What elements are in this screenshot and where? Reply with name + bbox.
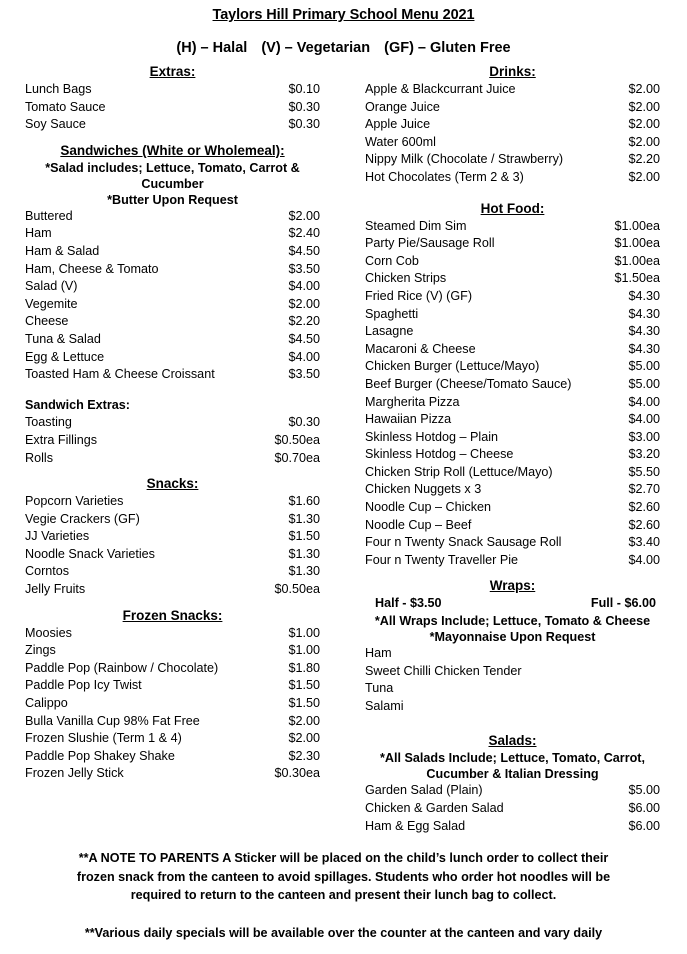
sandwiches-item-list <box>25 208 320 384</box>
item-name: Chicken Burger (Lettuce/Mayo) <box>365 359 540 374</box>
item-name: Cheese <box>25 314 69 329</box>
list-item <box>25 278 320 296</box>
spacer <box>365 187 660 200</box>
item-name: Bulla Vanilla Cup 98% Fat Free <box>25 713 200 728</box>
item-price: $5.00 <box>628 783 660 798</box>
list-item <box>25 581 320 599</box>
item-name: Chicken Strips <box>365 271 447 286</box>
item-name: Party Pie/Sausage Roll <box>365 236 495 251</box>
item-price: $0.50ea <box>274 582 320 597</box>
item-price: $1.80 <box>288 660 320 675</box>
item-price: $1.50 <box>288 678 320 693</box>
list-item <box>365 499 660 517</box>
menu-column-right <box>350 63 687 835</box>
item-price: $3.00 <box>628 429 660 444</box>
salads-item-list <box>365 782 660 835</box>
list-item <box>365 376 660 394</box>
list-item <box>25 208 320 226</box>
list-item <box>25 642 320 660</box>
list-item <box>365 464 660 482</box>
list-item <box>365 116 660 134</box>
list-item <box>25 261 320 279</box>
section-heading-sandwiches: Sandwiches (White or Wholemeal): <box>60 142 285 158</box>
item-price: $2.00 <box>628 82 660 96</box>
item-price: $4.00 <box>628 412 660 427</box>
item-name: Noodle Cup – Chicken <box>365 500 492 515</box>
item-price: $0.30 <box>288 99 320 114</box>
item-name: Macaroni & Cheese <box>365 341 476 356</box>
item-price: $2.00 <box>628 99 660 114</box>
list-item <box>365 358 660 376</box>
item-name: Hot Chocolates (Term 2 & 3) <box>365 169 524 184</box>
item-price: $3.20 <box>628 447 660 462</box>
list-item <box>25 313 320 331</box>
spacer <box>365 569 660 577</box>
item-name: Buttered <box>25 208 73 223</box>
menu-column-left <box>0 63 350 835</box>
item-name: Ham <box>365 646 392 661</box>
item-price: $2.20 <box>288 314 320 329</box>
list-item <box>25 511 320 529</box>
list-item <box>365 341 660 359</box>
list-item <box>25 225 320 243</box>
item-name: Salami <box>365 698 404 713</box>
item-price: $6.00 <box>628 818 660 833</box>
extras-item-list <box>25 81 320 134</box>
spacer <box>25 134 320 142</box>
item-price: $6.00 <box>628 801 660 815</box>
legend-vegetarian: (V) – Vegetarian <box>261 40 371 56</box>
item-name: Garden Salad (Plain) <box>365 783 483 798</box>
item-name: Nippy Milk (Chocolate / Strawberry) <box>365 152 564 167</box>
item-price: $2.60 <box>628 517 660 532</box>
section-heading-snacks: Snacks: <box>146 476 199 492</box>
item-price: $4.50 <box>288 331 320 346</box>
item-price: $4.30 <box>628 341 660 356</box>
subsection-heading-sandwich-extras: Sandwich Extras: <box>25 397 130 412</box>
item-name: Moosies <box>25 625 72 640</box>
item-name: Toasted Ham & Cheese Croissant <box>25 367 215 382</box>
item-price: $4.30 <box>628 288 660 303</box>
section-heading-salads: Salads: <box>488 733 537 749</box>
item-price: $3.50 <box>288 367 320 382</box>
list-item <box>25 546 320 564</box>
item-name: Salad (V) <box>25 279 78 294</box>
item-price: $1.30 <box>288 546 320 561</box>
spacer <box>25 599 320 607</box>
list-item <box>25 748 320 766</box>
list-item <box>365 800 660 818</box>
legend-halal: (H) – Halal <box>176 40 248 56</box>
item-price: $1.50 <box>288 696 320 711</box>
item-name: Noodle Cup – Beef <box>365 517 472 532</box>
item-name: Vegie Crackers (GF) <box>25 511 140 526</box>
list-item <box>365 481 660 499</box>
item-name: JJ Varieties <box>25 529 90 544</box>
item-price: $2.00 <box>288 208 320 223</box>
item-name: Margherita Pizza <box>365 394 460 409</box>
footer-notes <box>0 849 687 942</box>
item-name: Apple Juice <box>365 117 431 132</box>
item-price: $4.00 <box>628 394 660 409</box>
dietary-legend <box>0 40 687 56</box>
spacer <box>365 715 660 732</box>
item-price: $2.20 <box>628 152 660 167</box>
item-price: $1.00ea <box>614 236 660 251</box>
list-item <box>365 446 660 464</box>
wraps-half-price: Half - $3.50 <box>375 596 442 611</box>
item-name: Noodle Snack Varieties <box>25 546 155 561</box>
item-name: Lasagne <box>365 324 414 339</box>
item-price: $1.60 <box>288 494 320 509</box>
item-name: Popcorn Varieties <box>25 494 124 509</box>
item-price: $0.30 <box>288 117 320 132</box>
wraps-item-list <box>365 645 660 715</box>
drinks-item-list <box>365 81 660 187</box>
item-price: $0.10 <box>288 82 320 96</box>
item-price: $0.70ea <box>274 450 320 465</box>
item-price: $2.60 <box>628 500 660 515</box>
item-name: Vegemite <box>25 296 78 311</box>
list-item <box>365 235 660 253</box>
item-name: Ham & Egg Salad <box>365 818 466 833</box>
salads-note-includes: *All Salads Include; Lettuce, Tomato, Carrot, Cucumber & Italian Dressing <box>380 751 645 782</box>
item-price: $1.00 <box>288 643 320 658</box>
item-price: $2.30 <box>288 748 320 763</box>
item-name: Ham & Salad <box>25 243 100 258</box>
legend-gluten-free: (GF) – Gluten Free <box>384 40 511 56</box>
item-price: $2.40 <box>288 226 320 241</box>
hot-food-item-list <box>365 218 660 570</box>
item-name: Chicken Strip Roll (Lettuce/Mayo) <box>365 464 553 479</box>
list-item <box>365 534 660 552</box>
item-name: Apple & Blackcurrant Juice <box>365 82 516 96</box>
item-name: Toasting <box>25 415 72 430</box>
sandwiches-note-butter: *Butter Upon Request <box>107 192 238 207</box>
list-item <box>365 253 660 271</box>
wraps-price-row <box>365 595 660 613</box>
menu-columns <box>0 63 687 835</box>
wraps-full-price: Full - $6.00 <box>590 596 656 611</box>
item-name: Zings <box>25 643 56 658</box>
item-name: Skinless Hotdog – Plain <box>365 429 499 444</box>
list-item <box>25 349 320 367</box>
list-item <box>365 323 660 341</box>
item-price: $3.50 <box>288 261 320 276</box>
section-heading-wraps: Wraps: <box>489 578 536 594</box>
page-title: Taylors Hill Primary School Menu 2021 <box>212 7 475 23</box>
footer-note-parents: **A NOTE TO PARENTS A Sticker will be placed on the child’s lunch order to collect their frozen snack from the canteen to avoid spillages. Students who order hot noodles will be required to return to the canteen and present their lunch bag to collect. <box>76 851 611 903</box>
spacer <box>25 467 320 475</box>
item-price: $2.00 <box>628 134 660 149</box>
item-name: Corntos <box>25 564 70 579</box>
item-price: $1.30 <box>288 511 320 526</box>
list-item <box>25 765 320 783</box>
item-name: Corn Cob <box>365 253 419 268</box>
item-price: $2.00 <box>288 713 320 728</box>
frozen-snacks-item-list <box>25 625 320 783</box>
item-price: $1.50ea <box>614 271 660 286</box>
item-name: Frozen Slushie (Term 1 & 4) <box>25 731 182 746</box>
item-name: Orange Juice <box>365 99 440 114</box>
item-name: Sweet Chilli Chicken Tender <box>365 663 522 678</box>
item-name: Four n Twenty Traveller Pie <box>365 552 519 567</box>
item-price: $5.00 <box>628 359 660 374</box>
spacer <box>25 384 320 397</box>
list-item <box>365 306 660 324</box>
list-item <box>365 169 660 187</box>
item-price: $4.30 <box>628 324 660 339</box>
list-item <box>25 563 320 581</box>
item-name: Skinless Hotdog – Cheese <box>365 447 514 462</box>
item-name: Frozen Jelly Stick <box>25 766 124 781</box>
item-name: Tuna <box>365 681 394 696</box>
item-name: Paddle Pop (Rainbow / Chocolate) <box>25 660 219 675</box>
list-item <box>365 663 660 681</box>
item-price: $2.00 <box>288 731 320 746</box>
list-item <box>365 782 660 800</box>
list-item <box>25 366 320 384</box>
item-price: $2.00 <box>628 169 660 184</box>
item-price: $4.30 <box>628 306 660 321</box>
item-name: Ham, Cheese & Tomato <box>25 261 159 276</box>
item-name: Jelly Fruits <box>25 582 86 597</box>
item-price: $4.00 <box>288 279 320 294</box>
list-item <box>25 493 320 511</box>
list-item <box>365 680 660 698</box>
list-item <box>25 296 320 314</box>
item-name: Soy Sauce <box>25 117 86 132</box>
item-name: Steamed Dim Sim <box>365 218 467 233</box>
item-price: $4.00 <box>288 349 320 364</box>
item-name: Chicken & Garden Salad <box>365 801 504 815</box>
item-price: $1.00ea <box>614 218 660 233</box>
item-name: Ham <box>25 226 52 241</box>
footer-note-specials: **Various daily specials will be available over the counter at the canteen and vary daily <box>84 925 603 940</box>
list-item <box>365 288 660 306</box>
item-name: Tomato Sauce <box>25 99 106 114</box>
section-heading-frozen-snacks: Frozen Snacks: <box>122 607 223 623</box>
section-heading-hot-food: Hot Food: <box>480 200 545 216</box>
item-name: Calippo <box>25 696 68 711</box>
list-item <box>25 528 320 546</box>
list-item <box>25 116 320 134</box>
item-price: $4.00 <box>628 552 660 567</box>
list-item <box>25 695 320 713</box>
item-price: $1.50 <box>288 529 320 544</box>
list-item <box>365 411 660 429</box>
item-price: $4.50 <box>288 243 320 258</box>
item-name: Extra Fillings <box>25 432 98 447</box>
sandwiches-note-salad: *Salad includes; Lettuce, Tomato, Carrot & Cucumber <box>45 160 300 191</box>
list-item <box>365 218 660 236</box>
list-item <box>25 414 320 432</box>
item-name: Rolls <box>25 450 53 465</box>
list-item <box>25 713 320 731</box>
list-item <box>365 394 660 412</box>
list-item <box>25 450 320 468</box>
list-item <box>25 625 320 643</box>
item-price: $5.00 <box>628 376 660 391</box>
list-item <box>25 331 320 349</box>
item-name: Paddle Pop Icy Twist <box>25 678 142 693</box>
list-item <box>365 517 660 535</box>
list-item <box>365 645 660 663</box>
item-name: Paddle Pop Shakey Shake <box>25 748 175 763</box>
item-price: $1.00ea <box>614 253 660 268</box>
item-price: $2.70 <box>628 482 660 497</box>
list-item <box>365 151 660 169</box>
item-name: Chicken Nuggets x 3 <box>365 482 482 497</box>
list-item <box>365 81 660 99</box>
list-item <box>365 552 660 570</box>
wraps-note-includes: *All Wraps Include; Lettuce, Tomato & Cheese <box>374 614 651 629</box>
item-name: Four n Twenty Snack Sausage Roll <box>365 535 562 550</box>
item-name: Water 600ml <box>365 134 436 149</box>
item-price: $2.00 <box>628 117 660 132</box>
list-item <box>25 81 320 99</box>
wraps-note-mayonnaise: *Mayonnaise Upon Request <box>429 630 596 645</box>
section-heading-extras: Extras: <box>149 64 196 79</box>
sandwich-extras-item-list <box>25 414 320 467</box>
list-item <box>25 677 320 695</box>
item-name: Fried Rice (V) (GF) <box>365 288 473 303</box>
menu-page <box>0 7 687 954</box>
list-item <box>365 698 660 716</box>
item-price: $3.40 <box>628 535 660 550</box>
item-name: Lunch Bags <box>25 82 92 96</box>
list-item <box>25 99 320 117</box>
list-item <box>365 270 660 288</box>
list-item <box>25 432 320 450</box>
list-item <box>365 818 660 836</box>
item-price: $0.30ea <box>274 766 320 781</box>
section-heading-drinks: Drinks: <box>489 64 536 79</box>
item-name: Tuna & Salad <box>25 331 101 346</box>
item-price: $5.50 <box>628 464 660 479</box>
item-name: Egg & Lettuce <box>25 349 105 364</box>
item-name: Hawaiian Pizza <box>365 412 452 427</box>
list-item <box>365 99 660 117</box>
item-price: $2.00 <box>288 296 320 311</box>
item-price: $0.30 <box>288 415 320 430</box>
item-price: $0.50ea <box>274 432 320 447</box>
list-item <box>25 243 320 261</box>
item-name: Beef Burger (Cheese/Tomato Sauce) <box>365 376 572 391</box>
list-item <box>365 134 660 152</box>
list-item <box>365 429 660 447</box>
item-price: $1.30 <box>288 564 320 579</box>
item-price: $1.00 <box>288 625 320 640</box>
item-name: Spaghetti <box>365 306 419 321</box>
list-item <box>25 730 320 748</box>
snacks-item-list <box>25 493 320 599</box>
list-item <box>25 660 320 678</box>
